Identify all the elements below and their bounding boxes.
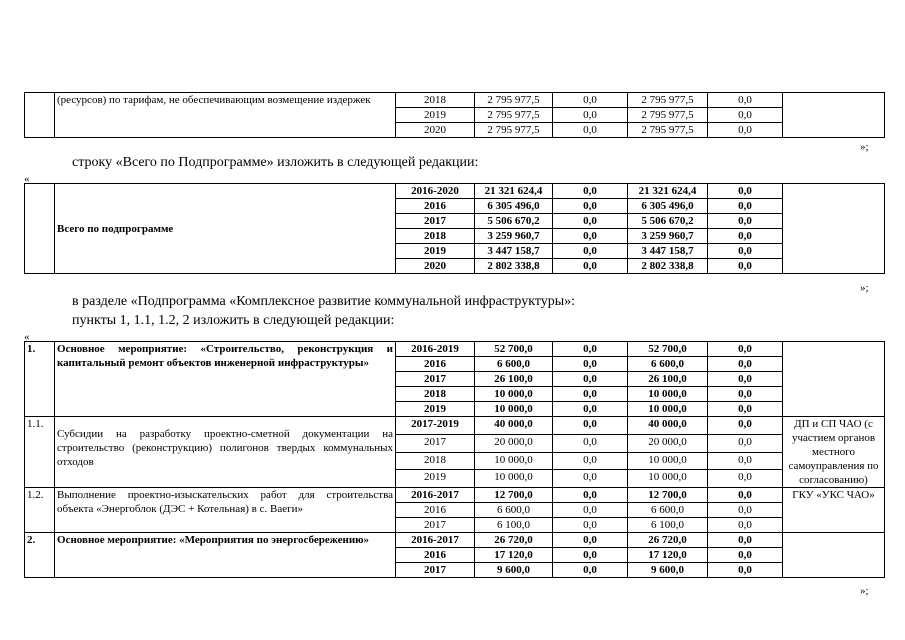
value-cell: 2 795 977,5 — [628, 108, 708, 123]
value-cell: 0,0 — [708, 357, 783, 372]
value-cell: 20 000,0 — [628, 434, 708, 452]
item-description-cell: Основное мероприятие: «Строительство, реконструкция и капитальный ремонт объектов инженерной инфраструктуры» — [55, 342, 396, 417]
value-cell: 6 600,0 — [628, 357, 708, 372]
value-cell: 0,0 — [553, 357, 628, 372]
value-cell: 6 305 496,0 — [475, 199, 553, 214]
responsible-cell — [783, 533, 885, 578]
value-cell: 6 600,0 — [628, 503, 708, 518]
value-cell: 0,0 — [708, 214, 783, 229]
value-cell: 2018 — [396, 387, 475, 402]
value-cell: 0,0 — [553, 199, 628, 214]
value-cell: 0,0 — [553, 533, 628, 548]
value-cell: 52 700,0 — [475, 342, 553, 357]
value-cell: 10 000,0 — [628, 387, 708, 402]
responsible-cell: ДП и СП ЧАО (с участием органов местного самоуправления по согласованию) — [783, 417, 885, 488]
number-cell — [25, 93, 55, 138]
value-cell: 0,0 — [708, 470, 783, 488]
end-quote-1: »; — [860, 141, 869, 153]
value-cell: 0,0 — [553, 563, 628, 578]
item-description-cell: Выполнение проектно-изыскательских работ для строительства объекта «Энергоблок (ДЭС + Котельная) в с. Ваеги» — [55, 488, 396, 533]
value-cell: 2 795 977,5 — [475, 123, 553, 138]
subprogram-total-table — [24, 183, 885, 274]
item-number-cell: 1.2. — [25, 488, 55, 533]
value-cell: 2018 — [396, 93, 475, 108]
value-cell: 2 795 977,5 — [475, 93, 553, 108]
value-cell: 0,0 — [553, 184, 628, 199]
value-cell: 0,0 — [708, 503, 783, 518]
value-cell: 0,0 — [553, 123, 628, 138]
value-cell: 2017 — [396, 518, 475, 533]
value-cell: 0,0 — [708, 229, 783, 244]
responsible-cell — [783, 342, 885, 417]
value-cell: 0,0 — [553, 548, 628, 563]
value-cell: 0,0 — [553, 244, 628, 259]
item-number-cell: 2. — [25, 533, 55, 578]
value-cell: 0,0 — [708, 452, 783, 470]
value-cell: 3 259 960,7 — [628, 229, 708, 244]
value-cell: 10 000,0 — [475, 402, 553, 417]
value-cell: 6 100,0 — [628, 518, 708, 533]
total-label-cell: Всего по подпрограмме — [55, 184, 396, 274]
value-cell: 2 795 977,5 — [475, 108, 553, 123]
value-cell: 6 600,0 — [475, 357, 553, 372]
open-quote-2: « — [24, 331, 30, 343]
value-cell: 12 700,0 — [475, 488, 553, 503]
value-cell: 0,0 — [708, 184, 783, 199]
item-description-cell: Основное мероприятие: «Мероприятия по энергосбережению» — [55, 533, 396, 578]
paragraph-total-intro: строку «Всего по Подпрограмме» изложить в следующей редакции: — [72, 155, 479, 170]
value-cell: 2017 — [396, 434, 475, 452]
value-cell: 0,0 — [708, 199, 783, 214]
value-cell: 0,0 — [708, 259, 783, 274]
end-quote-3: »; — [860, 585, 869, 597]
value-cell: 3 447 158,7 — [475, 244, 553, 259]
description-cell: (ресурсов) по тарифам, не обеспечивающим возмещение издержек — [55, 93, 396, 138]
value-cell: 3 447 158,7 — [628, 244, 708, 259]
value-cell: 2016-2019 — [396, 342, 475, 357]
value-cell: 26 720,0 — [475, 533, 553, 548]
value-cell: 2020 — [396, 259, 475, 274]
responsible-cell — [783, 93, 885, 138]
value-cell: 0,0 — [553, 342, 628, 357]
value-cell: 0,0 — [553, 372, 628, 387]
value-cell: 2016-2017 — [396, 533, 475, 548]
value-cell: 2 802 338,8 — [628, 259, 708, 274]
value-cell: 10 000,0 — [628, 452, 708, 470]
responsible-cell — [783, 184, 885, 274]
value-cell: 2019 — [396, 244, 475, 259]
value-cell: 3 259 960,7 — [475, 229, 553, 244]
value-cell: 0,0 — [553, 259, 628, 274]
value-cell: 21 321 624,4 — [628, 184, 708, 199]
value-cell: 0,0 — [708, 387, 783, 402]
value-cell: 0,0 — [708, 548, 783, 563]
value-cell: 2018 — [396, 452, 475, 470]
value-cell: 0,0 — [708, 563, 783, 578]
value-cell: 0,0 — [708, 417, 783, 435]
value-cell: 0,0 — [708, 488, 783, 503]
value-cell: 0,0 — [708, 93, 783, 108]
item-number-cell: 1.1. — [25, 417, 55, 488]
table-row — [25, 184, 885, 199]
value-cell: 0,0 — [553, 402, 628, 417]
value-cell: 0,0 — [708, 518, 783, 533]
value-cell: 10 000,0 — [628, 402, 708, 417]
value-cell: 10 000,0 — [475, 470, 553, 488]
value-cell: 6 600,0 — [475, 503, 553, 518]
value-cell: 0,0 — [553, 387, 628, 402]
value-cell: 26 100,0 — [475, 372, 553, 387]
table-row — [25, 533, 885, 548]
value-cell: 9 600,0 — [628, 563, 708, 578]
number-cell — [25, 184, 55, 274]
open-quote-1: « — [24, 173, 30, 185]
value-cell: 2018 — [396, 229, 475, 244]
value-cell: 0,0 — [553, 503, 628, 518]
value-cell: 2 802 338,8 — [475, 259, 553, 274]
value-cell: 5 506 670,2 — [628, 214, 708, 229]
value-cell: 10 000,0 — [475, 387, 553, 402]
measures-table — [24, 341, 885, 578]
value-cell: 0,0 — [553, 214, 628, 229]
value-cell: 0,0 — [553, 488, 628, 503]
value-cell: 2016-2017 — [396, 488, 475, 503]
table-row — [25, 417, 885, 435]
value-cell: 0,0 — [708, 244, 783, 259]
value-cell: 20 000,0 — [475, 434, 553, 452]
value-cell: 0,0 — [708, 342, 783, 357]
value-cell: 2016 — [396, 357, 475, 372]
value-cell: 2019 — [396, 402, 475, 417]
value-cell: 2016-2020 — [396, 184, 475, 199]
value-cell: 6 100,0 — [475, 518, 553, 533]
value-cell: 0,0 — [553, 470, 628, 488]
value-cell: 0,0 — [708, 533, 783, 548]
value-cell: 0,0 — [708, 123, 783, 138]
value-cell: 2016 — [396, 199, 475, 214]
table-row — [25, 93, 885, 108]
table-row — [25, 488, 885, 503]
value-cell: 6 305 496,0 — [628, 199, 708, 214]
value-cell: 12 700,0 — [628, 488, 708, 503]
value-cell: 0,0 — [553, 434, 628, 452]
value-cell: 0,0 — [708, 402, 783, 417]
value-cell: 2016 — [396, 503, 475, 518]
value-cell: 0,0 — [553, 452, 628, 470]
paragraph-section-intro: в разделе «Подпрограмма «Комплексное развитие коммунальной инфраструктуры»: — [72, 294, 576, 309]
paragraph-items-intro: пункты 1, 1.1, 1.2, 2 изложить в следующей редакции: — [72, 313, 395, 328]
value-cell: 40 000,0 — [475, 417, 553, 435]
value-cell: 0,0 — [708, 372, 783, 387]
value-cell: 52 700,0 — [628, 342, 708, 357]
value-cell: 2017 — [396, 563, 475, 578]
value-cell: 5 506 670,2 — [475, 214, 553, 229]
value-cell: 0,0 — [553, 93, 628, 108]
value-cell: 21 321 624,4 — [475, 184, 553, 199]
value-cell: 0,0 — [553, 108, 628, 123]
value-cell: 2017 — [396, 372, 475, 387]
value-cell: 9 600,0 — [475, 563, 553, 578]
responsible-cell: ГКУ «УКС ЧАО» — [783, 488, 885, 533]
value-cell: 0,0 — [708, 434, 783, 452]
value-cell: 2019 — [396, 108, 475, 123]
value-cell: 2 795 977,5 — [628, 123, 708, 138]
value-cell: 2 795 977,5 — [628, 93, 708, 108]
value-cell: 26 720,0 — [628, 533, 708, 548]
tariff-continuation-table — [24, 92, 885, 138]
table-row — [25, 342, 885, 357]
value-cell: 2019 — [396, 470, 475, 488]
value-cell: 26 100,0 — [628, 372, 708, 387]
item-number-cell: 1. — [25, 342, 55, 417]
value-cell: 0,0 — [553, 417, 628, 435]
value-cell: 0,0 — [553, 518, 628, 533]
value-cell: 2017-2019 — [396, 417, 475, 435]
value-cell: 0,0 — [553, 229, 628, 244]
value-cell: 2016 — [396, 548, 475, 563]
value-cell: 10 000,0 — [628, 470, 708, 488]
value-cell: 2017 — [396, 214, 475, 229]
value-cell: 2020 — [396, 123, 475, 138]
value-cell: 10 000,0 — [475, 452, 553, 470]
item-description-cell: Субсидии на разработку проектно-сметной документации на строительство (реконструкцию) полигонов твердых коммунальных отходов — [55, 417, 396, 488]
end-quote-2: »; — [860, 282, 869, 294]
value-cell: 17 120,0 — [628, 548, 708, 563]
value-cell: 0,0 — [708, 108, 783, 123]
value-cell: 40 000,0 — [628, 417, 708, 435]
value-cell: 17 120,0 — [475, 548, 553, 563]
